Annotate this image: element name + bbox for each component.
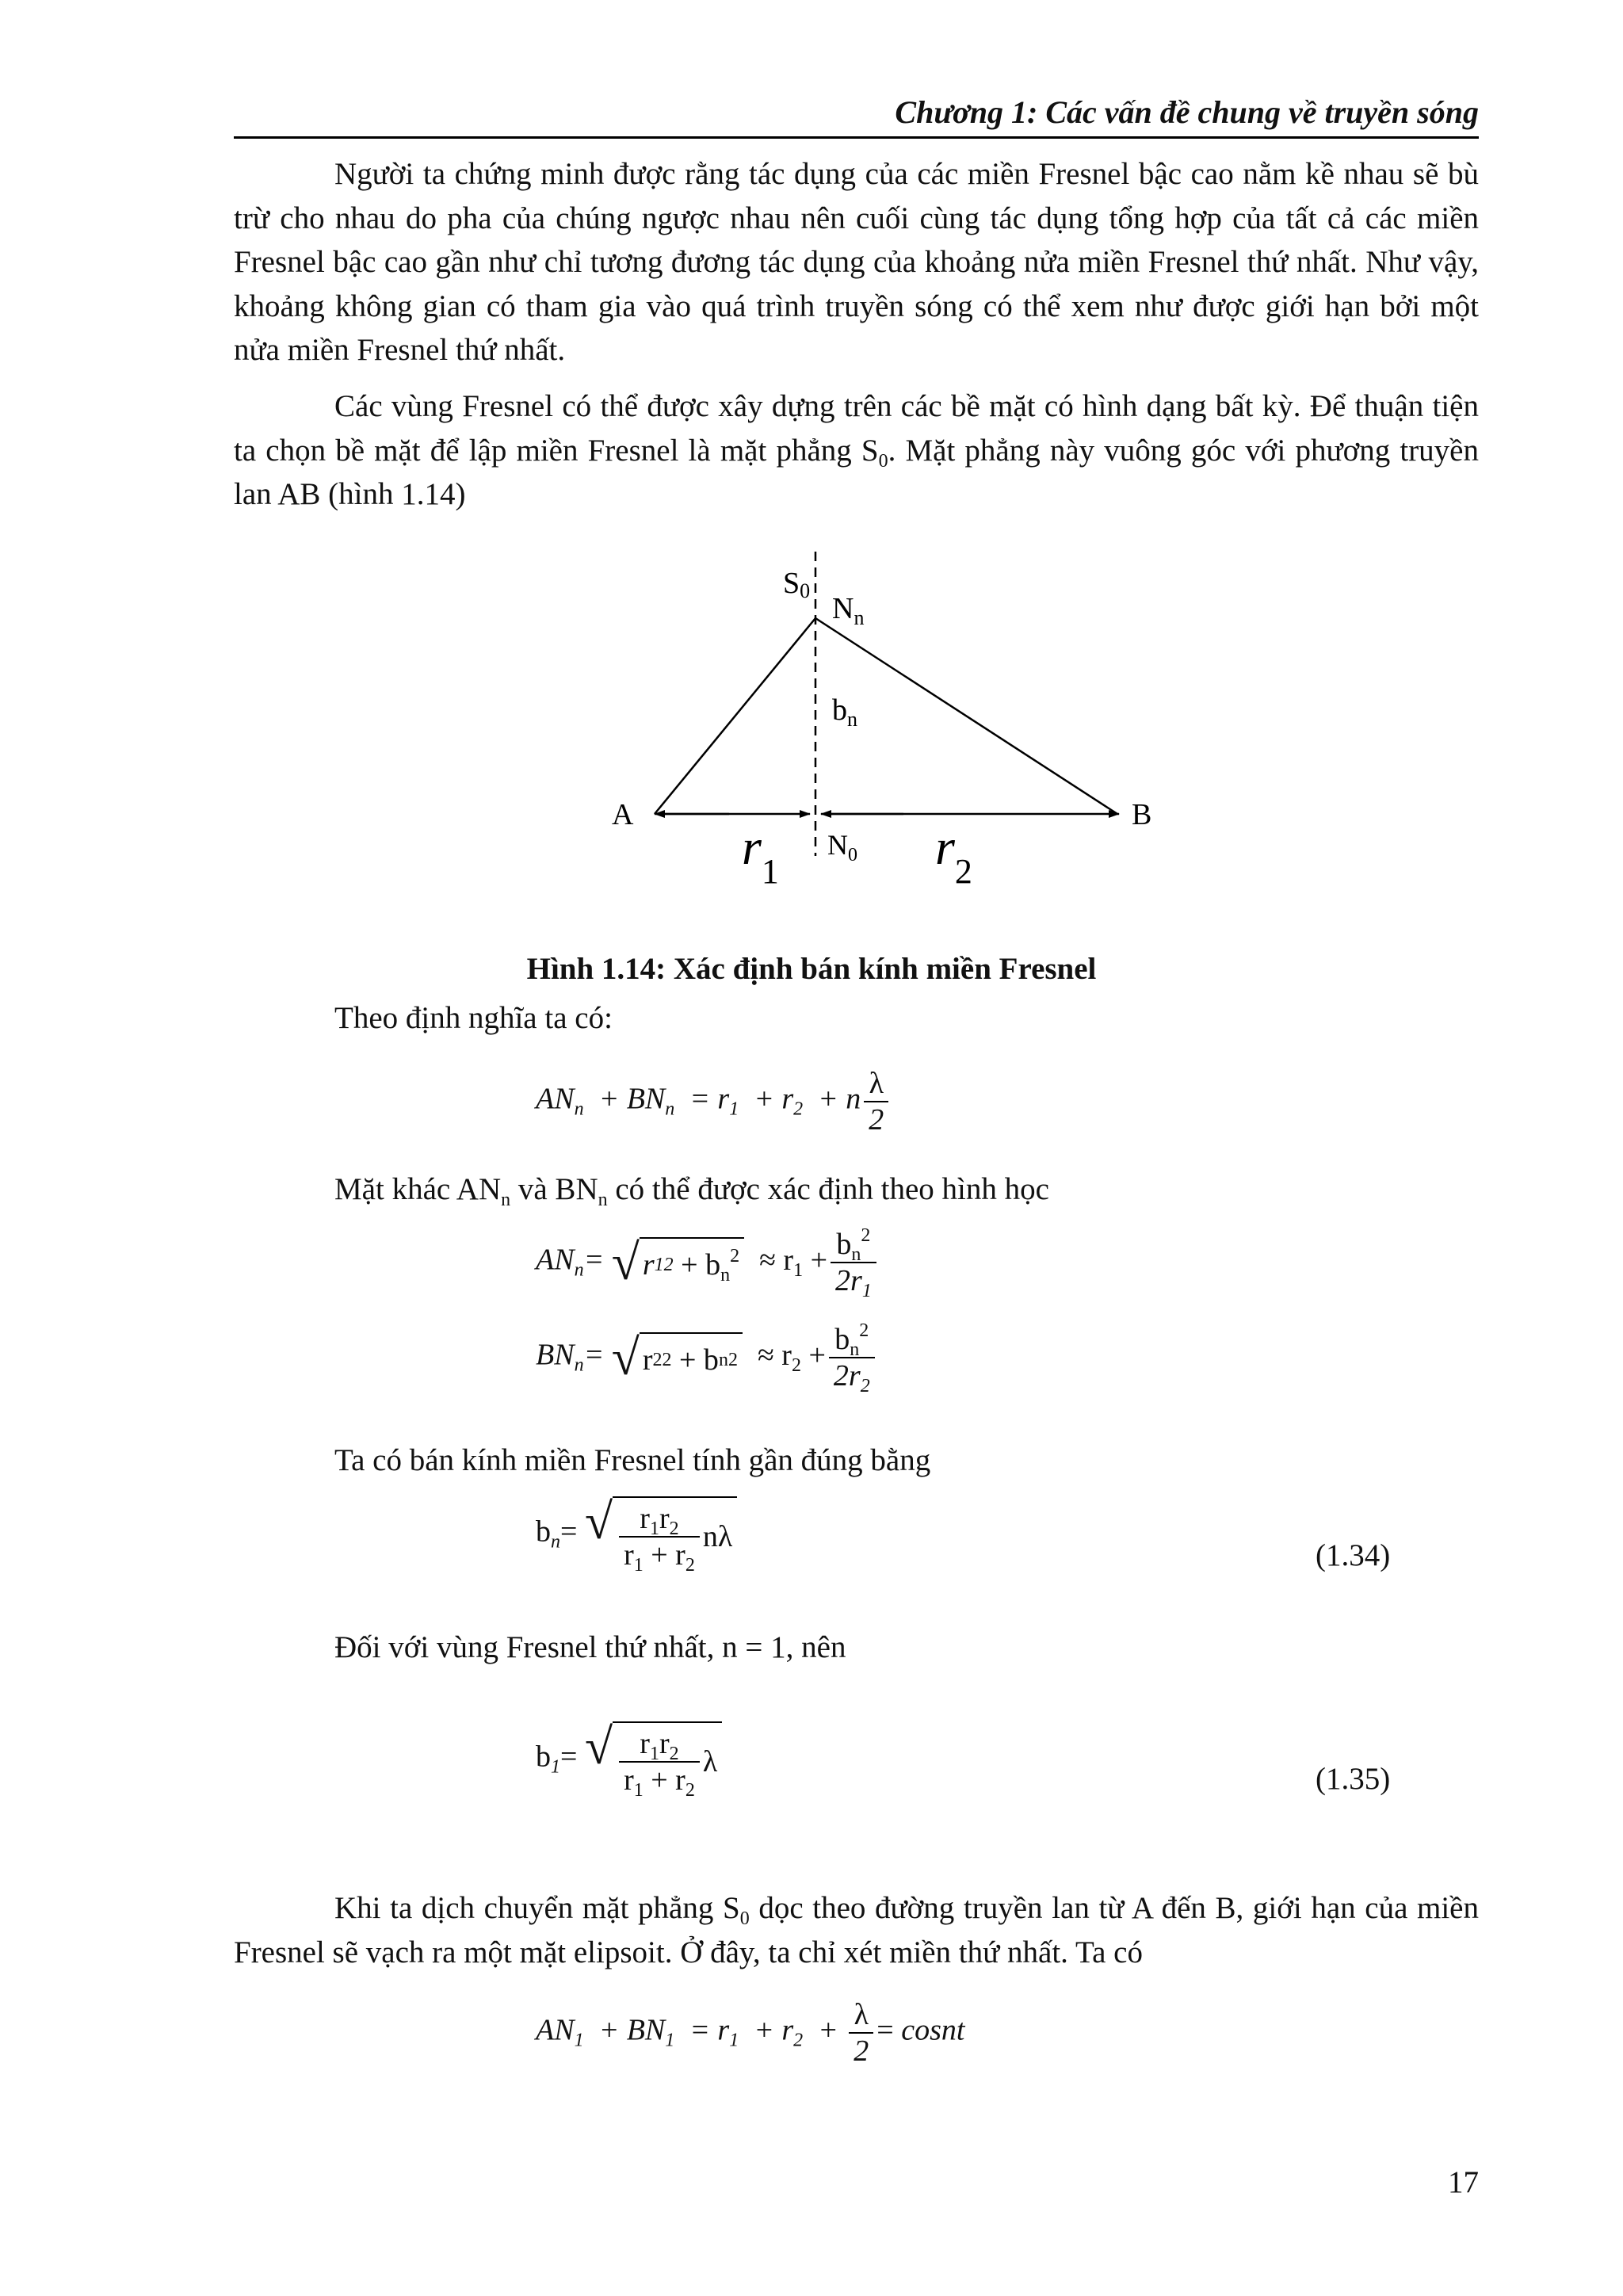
- paragraph-text: dọc theo đường truyền lan từ A đến B, giới hạn của miền Fresnel sẽ vạch ra một mặt elipsoit. Ở đây, ta chỉ xét miền thứ nhất. Ta có: [234, 1891, 1479, 1969]
- line-a-nn: [655, 618, 815, 814]
- subscript: 0: [878, 450, 888, 472]
- header-divider: [234, 136, 1479, 139]
- paragraph-radius: Ta có bán kính miền Fresnel tính gần đúng bằng: [334, 1443, 931, 1477]
- paragraph-text: . Mặt phẳng này vuông góc với phương truyền lan AB (hình 1.14): [234, 433, 1479, 511]
- equation-bn-radius: $b_n=$ √ $\frac{r_1r_2}{r_1 + r_2}$ nλ: [536, 1496, 737, 1572]
- constant-label: cosnt: [901, 2013, 965, 2047]
- subscript: n: [598, 1190, 608, 1210]
- paragraph-text: có thể được xác định theo hình học: [607, 1172, 1049, 1206]
- label-n0: $N_0$: [827, 829, 857, 865]
- equation-constant: $AN_1 + BN_1 = r_1 + r_2$ + $\frac{\lambda}{2}$ = cosnt: [536, 1998, 965, 2068]
- equation-bn: $BN_n=$ √ r 2 2 + b n 2 ≈ $r_2$ + $\frac{b_n^2}{2r_2}$: [536, 1322, 878, 1393]
- label-nn: $N_n$: [832, 592, 865, 629]
- label-s0: S0: [783, 567, 811, 602]
- paragraph-text: Khi ta dịch chuyển mặt phẳng S: [334, 1891, 740, 1925]
- chapter-header: Chương 1: Các vấn đề chung về truyền sóng: [895, 94, 1479, 130]
- line-nn-b: [815, 618, 1117, 814]
- paragraph-definition: Theo định nghĩa ta có:: [334, 1001, 613, 1035]
- label-r2: $r_2$: [935, 819, 972, 891]
- paragraph-ellipsoid: [234, 1886, 1479, 1974]
- fresnel-diagram: [586, 539, 1189, 904]
- subscript: 0: [739, 1908, 750, 1929]
- paragraph-geometry: [334, 1171, 1049, 1210]
- equation-an: $AN_n=$ √ r 1 2 + $b_n^2$ ≈ $r_1$ + $\frac{b_n^2}{2r_1}$: [536, 1227, 880, 1298]
- paragraph-text: và BN: [510, 1172, 598, 1206]
- paragraph-first-zone: Đối với vùng Fresnel thứ nhất, n = 1, nên: [334, 1630, 846, 1664]
- equation-path-sum: $AN_n + BN_n = r_1 + r_2 + n$ $\frac{\lambda}{2}$: [536, 1066, 892, 1137]
- equation-number-135: (1.35): [1316, 1762, 1391, 1796]
- paragraph-fresnel-zones: Người ta chứng minh được rằng tác dụng của các miền Fresnel bậc cao nằm kề nhau sẽ bù trừ cho nhau do pha của chúng ngược nhau nên cuối cùng tác dụng tổng hợp của tất cả các miền Fresnel bậc cao gần như chỉ tương đương tác dụng của khoảng nửa miền Fresnel thứ nhất. Như vậy, khoảng không gian có tham gia vào quá trình truyền sóng có thể xem như được giới hạn bởi một nửa miền Fresnel thứ nhất.: [234, 157, 1479, 367]
- paragraph-fresnel-plane: [234, 384, 1479, 517]
- paragraph-text: Mặt khác AN: [334, 1172, 502, 1206]
- equation-b1-radius: $b_1=$ √ $\frac{r_1r_2}{r_1 + r_2}$ λ: [536, 1721, 722, 1797]
- label-r1: $r_1$: [742, 819, 779, 891]
- subscript: n: [501, 1190, 511, 1210]
- label-a: A: [612, 798, 634, 831]
- figure-caption: Hình 1.14: Xác định bán kính miền Fresnel: [526, 952, 1097, 986]
- label-b: B: [1132, 798, 1152, 831]
- page-number: 17: [1448, 2165, 1479, 2199]
- paragraph-text: Các vùng Fresnel có thể được xây dựng trên các bề mặt có hình dạng bất kỳ. Để thuận tiện ta chọn bề mặt để lập miền Fresnel là mặt phẳng S: [234, 389, 1479, 468]
- equation-number-134: (1.34): [1316, 1538, 1391, 1572]
- label-bn: $b_n$: [832, 693, 857, 731]
